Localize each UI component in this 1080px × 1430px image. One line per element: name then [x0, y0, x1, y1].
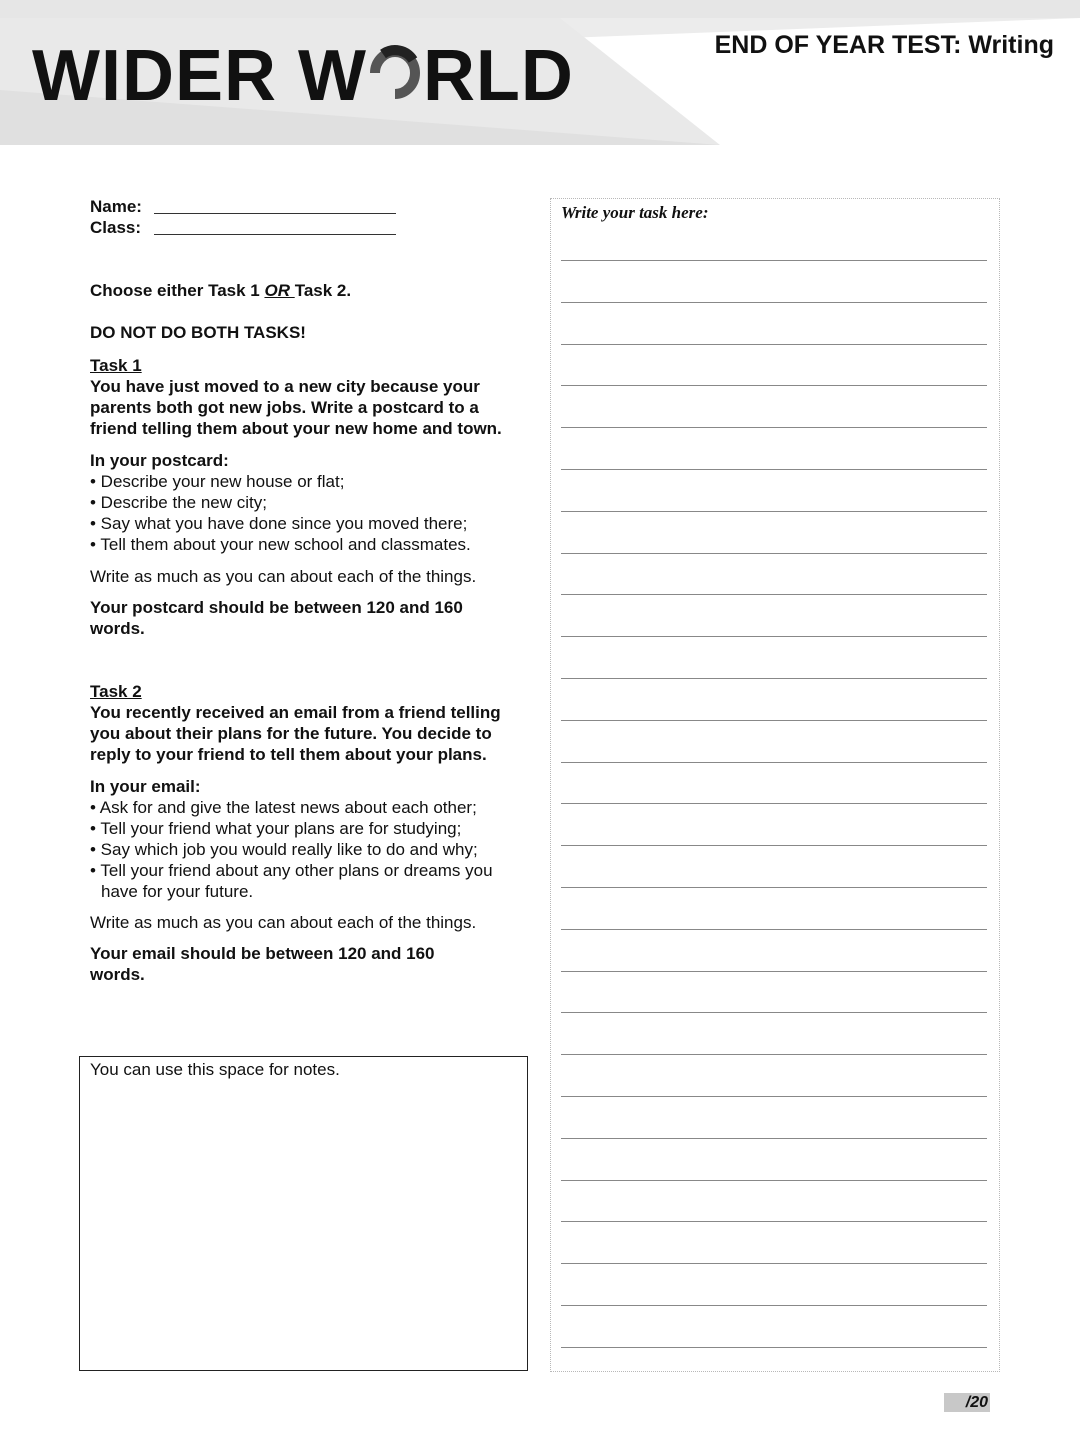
writing-line[interactable]: [561, 1221, 987, 1222]
writing-line[interactable]: [561, 971, 987, 972]
writing-line[interactable]: [561, 678, 987, 679]
writing-line[interactable]: [561, 1347, 987, 1348]
writing-line[interactable]: [561, 344, 987, 345]
answer-writing-area[interactable]: [550, 198, 1000, 1372]
writing-line[interactable]: [561, 1305, 987, 1306]
writing-line[interactable]: [561, 803, 987, 804]
answer-label: Write your task here:: [561, 203, 709, 222]
task2-word-limit: Your email should be between 120 and 160 words.: [90, 944, 435, 984]
writing-line[interactable]: [561, 720, 987, 721]
task2-prompt: You recently received an email from a friend telling you about their plans for the future. You decide to reply to your friend to tell them about your plans.: [90, 703, 501, 764]
list-item: • Say which job you would really like to do and why;: [90, 840, 478, 859]
writing-line[interactable]: [561, 929, 987, 930]
list-item: • Describe the new city;: [90, 493, 267, 512]
name-label: Name:: [90, 197, 142, 216]
writing-line[interactable]: [561, 1263, 987, 1264]
wider-world-logo: WIDER W RLD: [32, 36, 574, 116]
list-item: • Tell your friend about any other plans or dreams you have for your future.: [90, 861, 493, 901]
class-label: Class:: [90, 218, 142, 237]
writing-line[interactable]: [561, 302, 987, 303]
notes-label: You can use this space for notes.: [90, 1060, 340, 1079]
logo-ring-icon: [365, 42, 425, 104]
task1-word-limit: Your postcard should be between 120 and 160 words.: [90, 598, 463, 638]
task2-list: [90, 797, 520, 902]
writing-line[interactable]: [561, 1054, 987, 1055]
list-item: • Ask for and give the latest news about each other;: [90, 798, 477, 817]
task1-write-more: Write as much as you can about each of the things.: [90, 567, 477, 586]
list-item: • Tell your friend what your plans are for studying;: [90, 819, 462, 838]
writing-line[interactable]: [561, 1012, 987, 1013]
name-field[interactable]: [90, 196, 520, 217]
writing-line[interactable]: [561, 385, 987, 386]
list-item: • Describe your new house or flat;: [90, 472, 345, 491]
instructions-column: [90, 196, 520, 985]
list-item: • Say what you have done since you moved there;: [90, 514, 468, 533]
writing-line[interactable]: [561, 260, 987, 261]
writing-line[interactable]: [561, 1180, 987, 1181]
task2-heading: Task 2: [90, 682, 142, 701]
writing-line[interactable]: [561, 1138, 987, 1139]
task2-write-more: Write as much as you can about each of the things.: [90, 913, 477, 932]
class-field[interactable]: [90, 217, 520, 238]
name-line[interactable]: [154, 199, 396, 214]
task2-list-title: In your email:: [90, 777, 201, 796]
task1-prompt: You have just moved to a new city because your parents both got new jobs. Write a postcard to a friend telling them about your new home and town.: [90, 377, 502, 438]
writing-line[interactable]: [561, 636, 987, 637]
writing-line[interactable]: [561, 553, 987, 554]
score-box: /20: [944, 1393, 990, 1412]
writing-line[interactable]: [561, 511, 987, 512]
writing-line[interactable]: [561, 887, 987, 888]
task1-list: [90, 471, 520, 555]
writing-line[interactable]: [561, 594, 987, 595]
writing-line[interactable]: [561, 1096, 987, 1097]
warning-text: DO NOT DO BOTH TASKS!: [90, 323, 306, 342]
writing-line[interactable]: [561, 845, 987, 846]
choose-instruction: Choose either Task 1 OR Task 2.: [90, 281, 352, 300]
test-title: END OF YEAR TEST: Writing: [714, 31, 1054, 59]
writing-line[interactable]: [561, 427, 987, 428]
writing-line[interactable]: [561, 469, 987, 470]
notes-box[interactable]: [79, 1056, 528, 1371]
task1-heading: Task 1: [90, 356, 142, 375]
class-line[interactable]: [154, 220, 396, 235]
task1-list-title: In your postcard:: [90, 451, 229, 470]
writing-line[interactable]: [561, 762, 987, 763]
list-item: • Tell them about your new school and classmates.: [90, 535, 471, 554]
